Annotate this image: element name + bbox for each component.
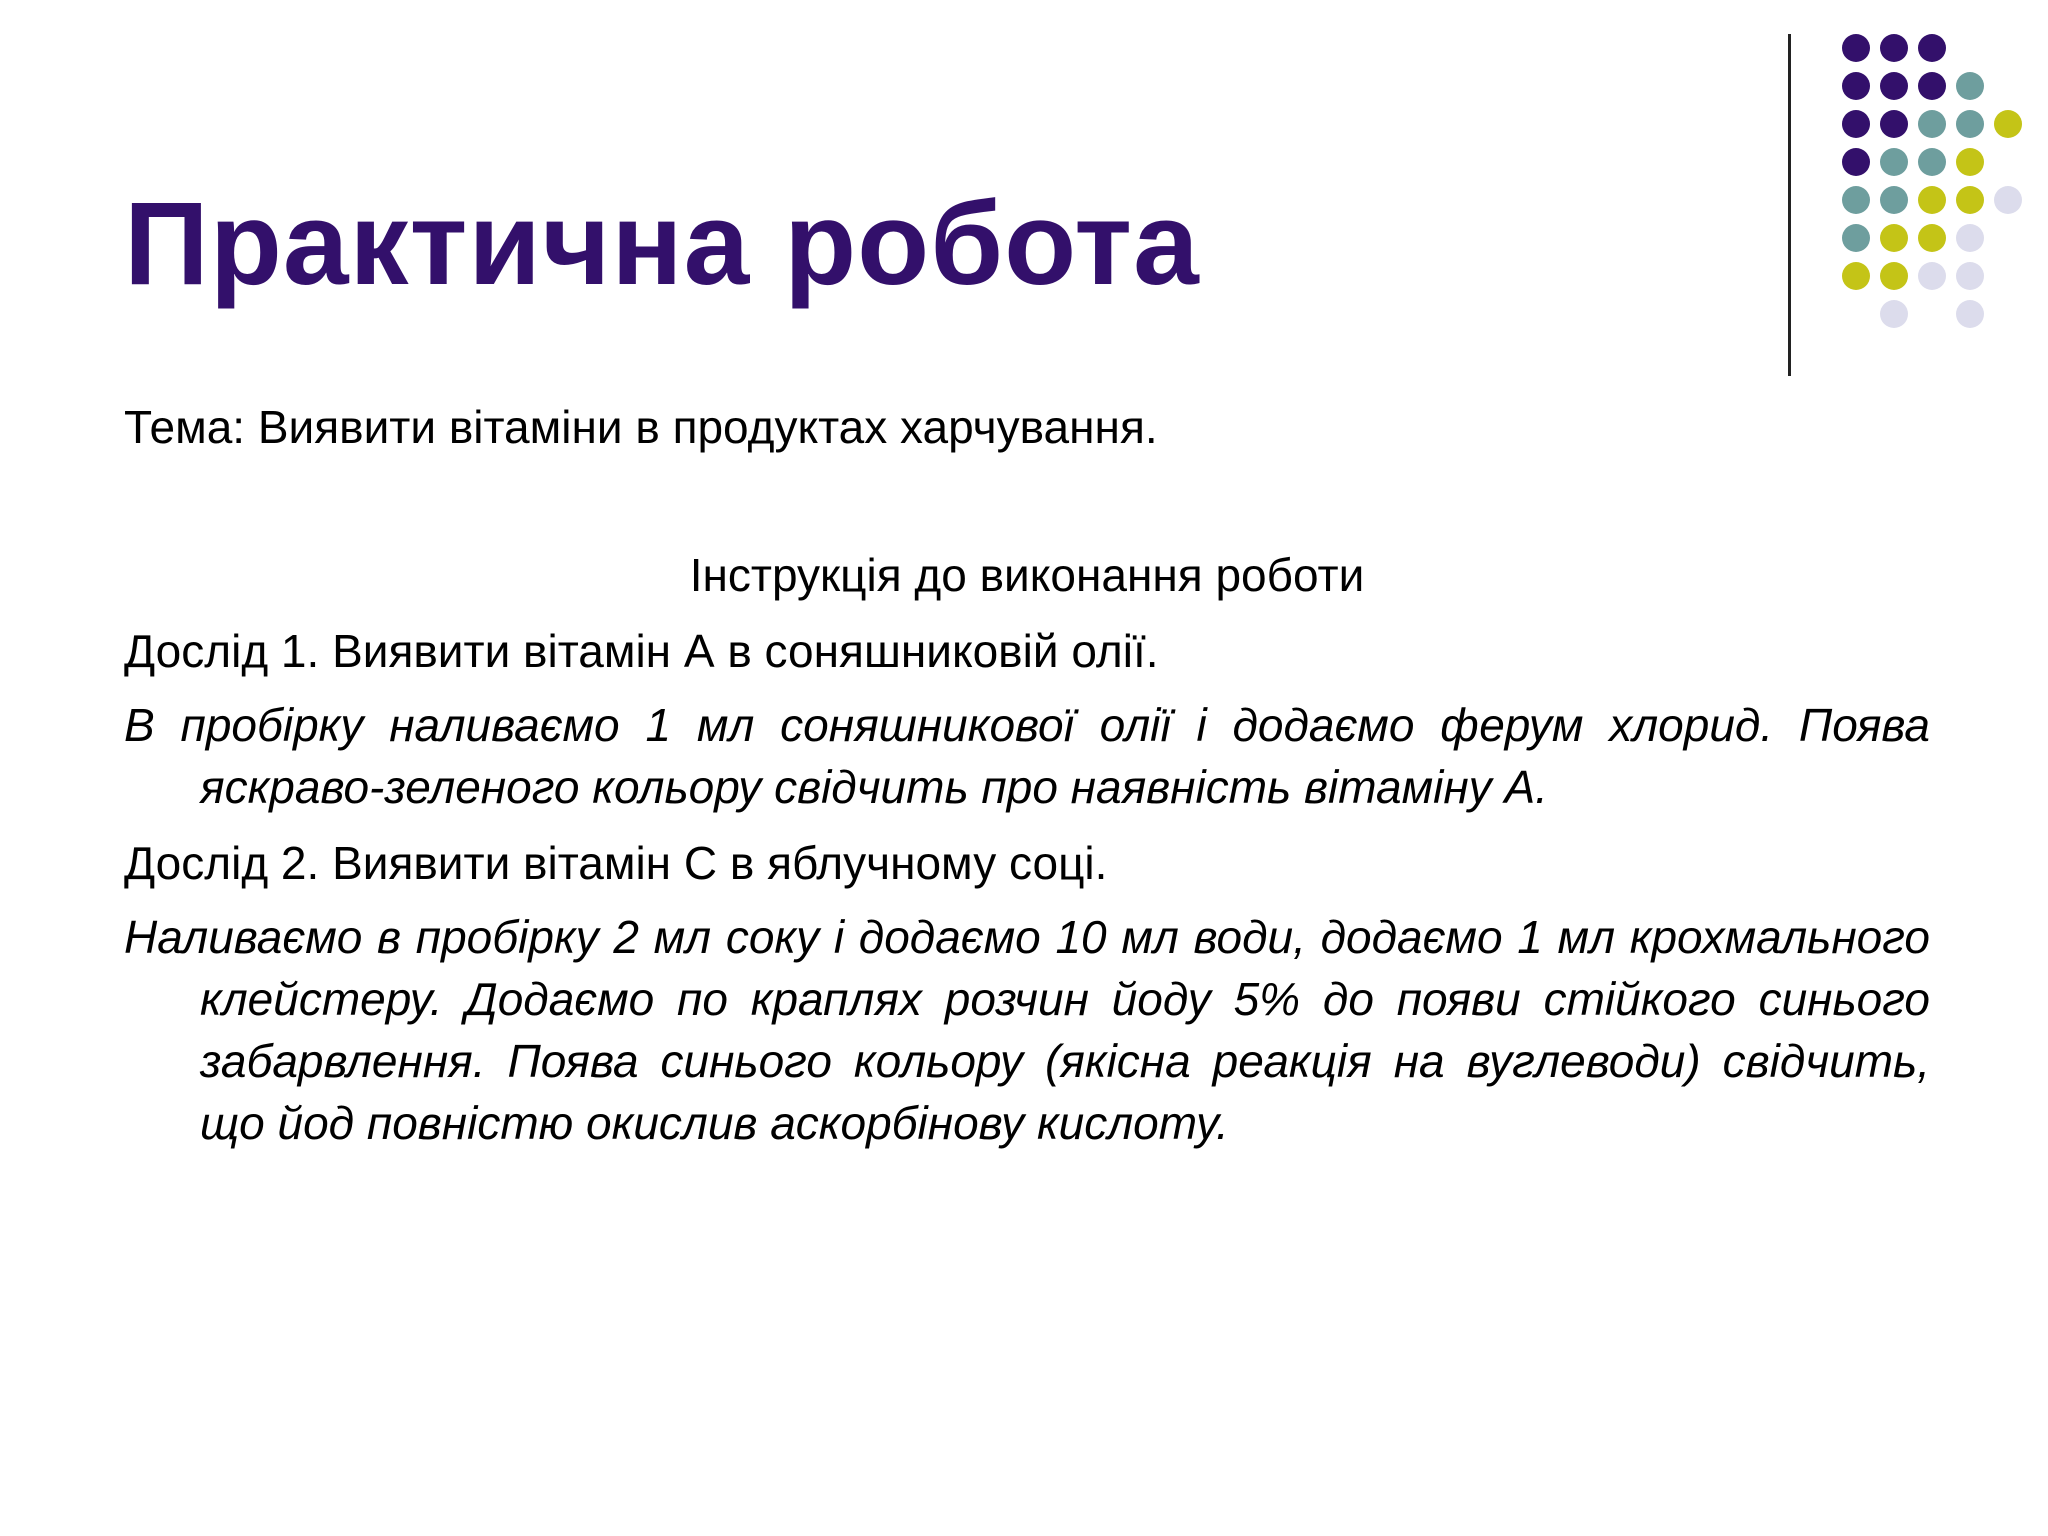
decorative-dot bbox=[1918, 148, 1946, 176]
instruction-heading: Інструкція до виконання роботи bbox=[689, 549, 1365, 601]
decorative-dot bbox=[1880, 34, 1908, 62]
decorative-dot bbox=[1918, 34, 1946, 62]
decorative-dot bbox=[1994, 186, 2022, 214]
decorative-dot bbox=[1842, 148, 1870, 176]
decorative-dot bbox=[1956, 72, 1984, 100]
decorative-dot bbox=[1918, 262, 1946, 290]
decorative-dot bbox=[1918, 224, 1946, 252]
decorative-dot bbox=[1956, 300, 1984, 328]
decorative-dot bbox=[1918, 186, 1946, 214]
slide-title: Практична робота bbox=[124, 178, 1200, 310]
decorative-dot bbox=[1880, 72, 1908, 100]
decorative-dot bbox=[1994, 110, 2022, 138]
decorative-dot bbox=[1956, 262, 1984, 290]
experiment-2-text: Наливаємо в пробірку 2 мл соку і додаємо 10 мл води, додаємо 1 мл крохмального клейстеру. Додаємо по краплях розчин йоду 5% до появи стійкого синього забарвлення. Поява синього кольору (якісна реакція на вуглеводи) свідчить, що йод повністю окислив аскорбінову кислоту. bbox=[124, 911, 1930, 1149]
decorative-dot bbox=[1880, 186, 1908, 214]
experiment-1-text: В пробірку наливаємо 1 мл соняшникової олії і додаємо ферум хлорид. Поява яскраво-зеленого кольору свідчить про наявність вітаміну А. bbox=[124, 699, 1930, 813]
decorative-dot bbox=[1918, 72, 1946, 100]
slide-body bbox=[124, 396, 1930, 1154]
decorative-dot bbox=[1842, 72, 1870, 100]
experiment-2-heading: Дослід 2. Виявити вітамін С в яблучному соці. bbox=[124, 837, 1108, 889]
decorative-dot bbox=[1956, 110, 1984, 138]
decorative-dot bbox=[1842, 224, 1870, 252]
decorative-dot bbox=[1956, 224, 1984, 252]
decorative-dot bbox=[1880, 300, 1908, 328]
title-divider-line bbox=[1788, 34, 1791, 376]
decorative-dot bbox=[1880, 110, 1908, 138]
decorative-dot bbox=[1880, 224, 1908, 252]
decorative-dot bbox=[1842, 34, 1870, 62]
decorative-dot bbox=[1842, 186, 1870, 214]
topic-line: Тема: Виявити вітаміни в продуктах харчування. bbox=[124, 401, 1158, 453]
decorative-dot bbox=[1842, 110, 1870, 138]
experiment-1-heading: Дослід 1. Виявити вітамін А в соняшниковій олії. bbox=[124, 625, 1159, 677]
decorative-dot bbox=[1918, 110, 1946, 138]
decorative-dot bbox=[1842, 262, 1870, 290]
decorative-dot bbox=[1956, 186, 1984, 214]
decorative-dot bbox=[1880, 148, 1908, 176]
decorative-dot bbox=[1880, 262, 1908, 290]
decorative-dot bbox=[1956, 148, 1984, 176]
